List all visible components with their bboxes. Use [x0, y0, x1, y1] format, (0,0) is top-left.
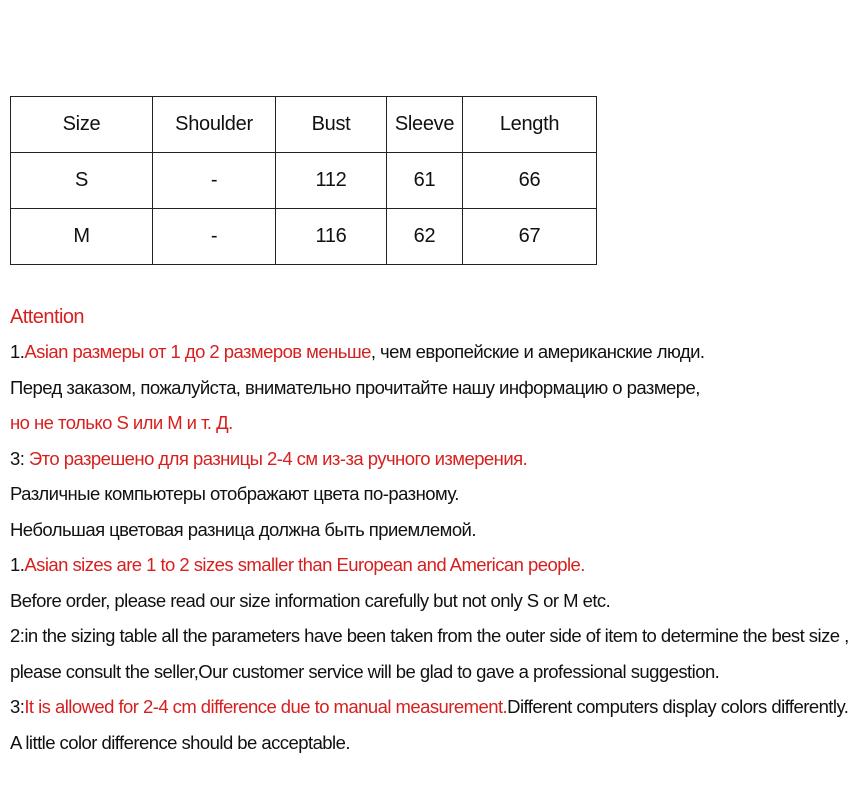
- table-cell: -: [153, 153, 276, 209]
- note-line-ru-5: Различные компьютеры отображают цвета по-разному.: [10, 483, 459, 504]
- note-line-en-4: please consult the seller,Our customer service will be glad to gave a professional suggestion.: [10, 660, 720, 682]
- note-line-ru-1: [10, 334, 795, 370]
- note-prefix: 3:: [10, 696, 25, 717]
- header-cell: Length: [463, 97, 597, 153]
- note-line-ru-6: Небольшая цветовая разница должна быть приемлемой.: [10, 518, 476, 540]
- note-prefix: 3:: [10, 447, 29, 469]
- table-cell: 67: [463, 209, 597, 265]
- note-line-ru-2: Перед заказом, пожалуйста, внимательно прочитайте нашу информацию о размере,: [10, 376, 700, 398]
- table-header-row: [11, 97, 597, 153]
- table-row: [11, 209, 597, 265]
- header-cell: Bust: [276, 97, 387, 153]
- header-cell: Shoulder: [153, 97, 276, 153]
- note-prefix: 1.: [10, 554, 25, 575]
- table-row: [11, 153, 597, 209]
- note-prefix: 1.: [10, 341, 25, 362]
- note-text: Different computers display colors differently.: [507, 696, 849, 717]
- note-line-en-3: 2:in the sizing table all the parameters have been taken from the outer side of item to determine the best size ,: [10, 625, 849, 646]
- table-cell: S: [11, 153, 153, 209]
- note-line-en-5: [10, 689, 849, 725]
- table-cell: 61: [387, 153, 463, 209]
- table-cell: 62: [387, 209, 463, 265]
- header-cell: Sleeve: [387, 97, 463, 153]
- note-highlight: Это разрешено для разницы 2-4 см из-за ручного измерения.: [28, 447, 528, 469]
- note-highlight: Asian sizes are 1 to 2 sizes smaller than European and American people.: [24, 554, 585, 575]
- attention-notes: [10, 300, 849, 760]
- attention-title: Attention: [10, 306, 84, 328]
- note-line-en-6: A little color difference should be acceptable.: [10, 731, 350, 753]
- header-cell: Size: [11, 97, 153, 153]
- note-line-ru-4: [10, 441, 795, 477]
- note-line-en-1: [10, 547, 795, 583]
- table-cell: 116: [276, 209, 387, 265]
- note-text: , чем европейские и американские люди.: [370, 341, 705, 362]
- note-line-ru-3: но не только S или M и т. Д.: [10, 412, 233, 433]
- table-cell: M: [11, 209, 153, 265]
- note-highlight: Asian размеры от 1 до 2 размеров меньше: [24, 341, 371, 362]
- note-line-en-2: Before order, please read our size information carefully but not only S or M etc.: [10, 589, 611, 611]
- note-highlight: It is allowed for 2-4 cm difference due to manual measurement.: [24, 696, 508, 717]
- table-cell: -: [153, 209, 276, 265]
- size-chart-table: [10, 96, 597, 265]
- table-cell: 112: [276, 153, 387, 209]
- table-cell: 66: [463, 153, 597, 209]
